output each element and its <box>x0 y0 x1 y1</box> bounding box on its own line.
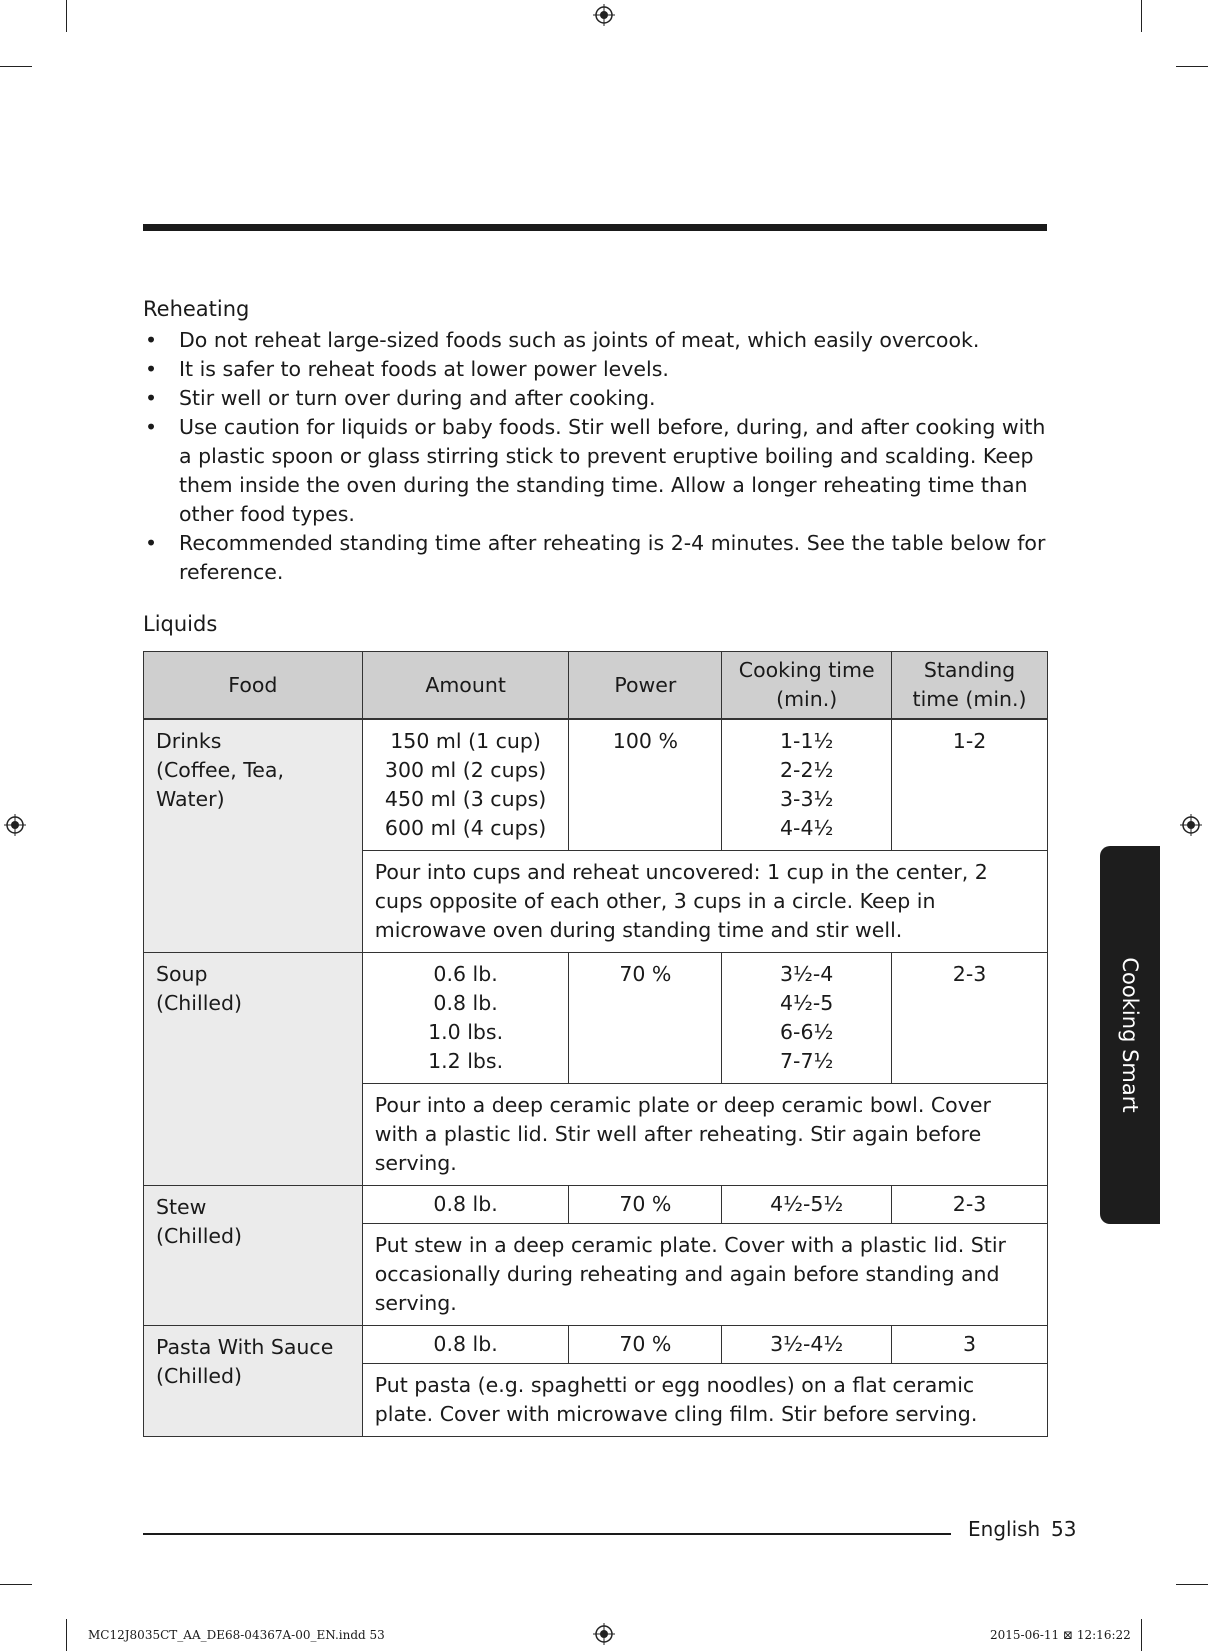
food-cell: Drinks (Coffee, Tea, Water) <box>144 719 363 953</box>
reheating-bullet-list <box>143 326 1047 587</box>
power-cell: 70 % <box>569 1186 722 1224</box>
registration-mark-icon <box>593 4 615 26</box>
food-cell: Soup (Chilled) <box>144 953 363 1186</box>
cooking-time-cell: 3½-4½ <box>722 1326 892 1364</box>
note-cell: Put pasta (e.g. spaghetti or egg noodles) on a flat ceramic plate. Cover with microwave cling film. Stir before serving. <box>362 1364 1047 1437</box>
note-cell: Put stew in a deep ceramic plate. Cover with a plastic lid. Stir occasionally during reheating and again before standing and serving. <box>362 1224 1047 1326</box>
amount-cell: 0.8 lb. <box>362 1326 569 1364</box>
standing-time-cell: 1-2 <box>892 719 1048 851</box>
header-food: Food <box>144 652 363 720</box>
table-header-row <box>144 652 1048 720</box>
crop-mark <box>1176 66 1208 67</box>
section-title: Reheating <box>143 297 250 321</box>
amount-cell: 0.8 lb. <box>362 1186 569 1224</box>
crop-mark <box>66 0 67 32</box>
bullet-item: • Stir well or turn over during and after cooking. <box>143 384 1047 413</box>
crop-mark <box>0 66 32 67</box>
header-amount: Amount <box>362 652 569 720</box>
page-number: 53 <box>1051 1517 1077 1541</box>
standing-time-cell: 2-3 <box>892 953 1048 1084</box>
food-cell: Stew (Chilled) <box>144 1186 363 1326</box>
footer-rule <box>143 1533 951 1535</box>
cooking-time-cell: 1-1½ 2-2½ 3-3½ 4-4½ <box>722 719 892 851</box>
amount-cell: 150 ml (1 cup) 300 ml (2 cups) 450 ml (3 cups) 600 ml (4 cups) <box>362 719 569 851</box>
print-slug-file: MC12J8035CT_AA_DE68-04367A-00_EN.indd 53 <box>88 1628 385 1642</box>
table-subtitle: Liquids <box>143 612 218 636</box>
bullet-item: • Use caution for liquids or baby foods. Stir well before, during, and after cooking with a plastic spoon or glass stirring stick to prevent eruptive boiling and scalding. Keep them inside the oven during the standing time. Allow a longer reheating time than other food types. <box>143 413 1047 529</box>
table-row <box>144 1186 1048 1224</box>
cooking-time-cell: 3½-4 4½-5 6-6½ 7-7½ <box>722 953 892 1084</box>
crop-mark <box>1141 0 1142 32</box>
header-power: Power <box>569 652 722 720</box>
table-row <box>144 1326 1048 1364</box>
header-standing-time: Standing time (min.) <box>892 652 1048 720</box>
standing-time-cell: 3 <box>892 1326 1048 1364</box>
table-row <box>144 953 1048 1084</box>
side-tab-label: Cooking Smart <box>1118 957 1142 1113</box>
power-cell: 70 % <box>569 953 722 1084</box>
print-slug-timestamp: 2015-06-11 ⊠ 12:16:22 <box>990 1628 1131 1642</box>
cooking-time-cell: 4½-5½ <box>722 1186 892 1224</box>
power-cell: 70 % <box>569 1326 722 1364</box>
amount-cell: 0.6 lb. 0.8 lb. 1.0 lbs. 1.2 lbs. <box>362 953 569 1084</box>
power-cell: 100 % <box>569 719 722 851</box>
bullet-item: • Recommended standing time after reheating is 2-4 minutes. See the table below for reference. <box>143 529 1047 587</box>
registration-mark-icon <box>1180 814 1202 836</box>
note-cell: Pour into cups and reheat uncovered: 1 cup in the center, 2 cups opposite of each other, 3 cups in a circle. Keep in microwave oven during standing time and stir well. <box>362 851 1047 953</box>
header-rule <box>143 224 1047 231</box>
registration-mark-icon <box>4 814 26 836</box>
note-cell: Pour into a deep ceramic plate or deep ceramic bowl. Cover with a plastic lid. Stir well after reheating. Stir again before serving. <box>362 1084 1047 1186</box>
crop-mark <box>1176 1584 1208 1585</box>
liquids-table <box>143 651 1048 1437</box>
standing-time-cell: 2-3 <box>892 1186 1048 1224</box>
table-row <box>144 719 1048 851</box>
crop-mark <box>1141 1619 1142 1651</box>
header-cooking-time: Cooking time (min.) <box>722 652 892 720</box>
crop-mark <box>66 1619 67 1651</box>
bullet-item: • Do not reheat large-sized foods such as joints of meat, which easily overcook. <box>143 326 1047 355</box>
crop-mark <box>0 1584 32 1585</box>
bullet-item: • It is safer to reheat foods at lower power levels. <box>143 355 1047 384</box>
food-cell: Pasta With Sauce (Chilled) <box>144 1326 363 1437</box>
registration-mark-icon <box>593 1623 615 1645</box>
footer-language: English <box>968 1517 1041 1541</box>
